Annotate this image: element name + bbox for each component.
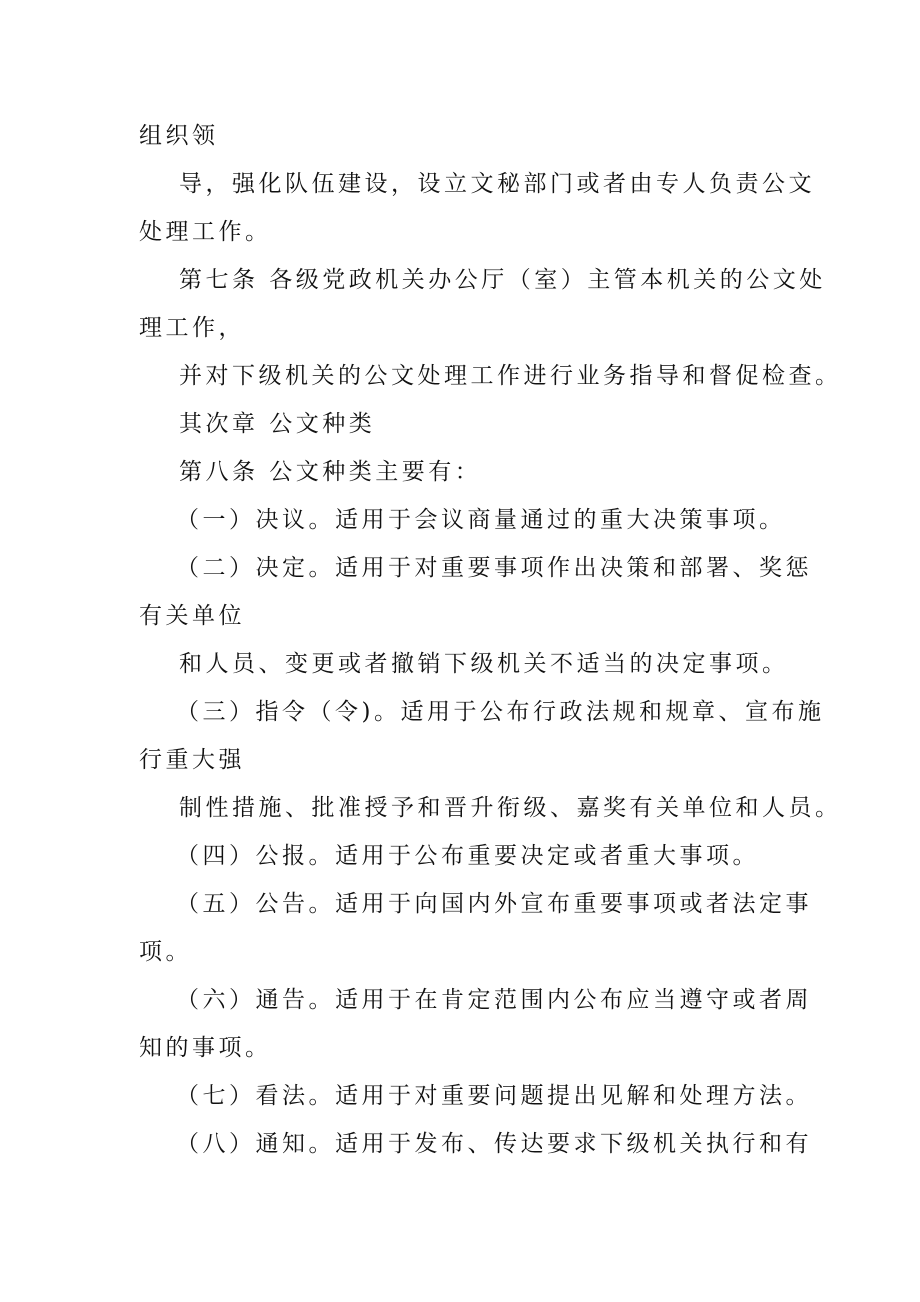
text-line: （二）决定。适用于对重要事项作出决策和部署、奖惩 bbox=[176, 555, 812, 581]
text-line: 理工作， bbox=[139, 315, 245, 341]
text-line: （五）公告。适用于向国内外宣布重要事项或者法定事 bbox=[176, 891, 812, 917]
text-line: 有关单位 bbox=[139, 603, 245, 629]
chapter-heading: 其次章 公文种类 bbox=[179, 411, 376, 437]
text-line: 项。 bbox=[139, 939, 192, 965]
text-line: 第八条 公文种类主要有： bbox=[179, 459, 482, 485]
text-line: （七）看法。适用于对重要问题提出见解和处理方法。 bbox=[176, 1083, 812, 1109]
text-line: （一）决议。适用于会议商量通过的重大决策事项。 bbox=[176, 507, 786, 533]
text-line: 并对下级机关的公文处理工作进行业务指导和督促检查。 bbox=[179, 363, 842, 389]
text-line: （四）公报。适用于公布重要决定或者重大事项。 bbox=[176, 843, 759, 869]
text-line: 第七条 各级党政机关办公厅（室）主管本机关的公文处 bbox=[179, 267, 826, 293]
text-line: 制性措施、批准授予和晋升衔级、嘉奖有关单位和人员。 bbox=[179, 795, 842, 821]
text-line: 组织领 bbox=[139, 123, 219, 149]
text-line: 导，强化队伍建设，设立文秘部门或者由专人负责公文 bbox=[179, 171, 815, 197]
text-line: （三）指令（令)。适用于公布行政法规和规章、宣布施 bbox=[176, 699, 825, 725]
text-line: 知的事项。 bbox=[139, 1035, 272, 1061]
text-line: 处理工作。 bbox=[139, 219, 272, 245]
text-line: （八）通知。适用于发布、传达要求下级机关执行和有 bbox=[176, 1131, 812, 1157]
text-line: 和人员、变更或者撤销下级机关不适当的决定事项。 bbox=[179, 651, 789, 677]
text-line: 行重大强 bbox=[139, 747, 245, 773]
text-line: （六）通告。适用于在肯定范围内公布应当遵守或者周 bbox=[176, 987, 812, 1013]
